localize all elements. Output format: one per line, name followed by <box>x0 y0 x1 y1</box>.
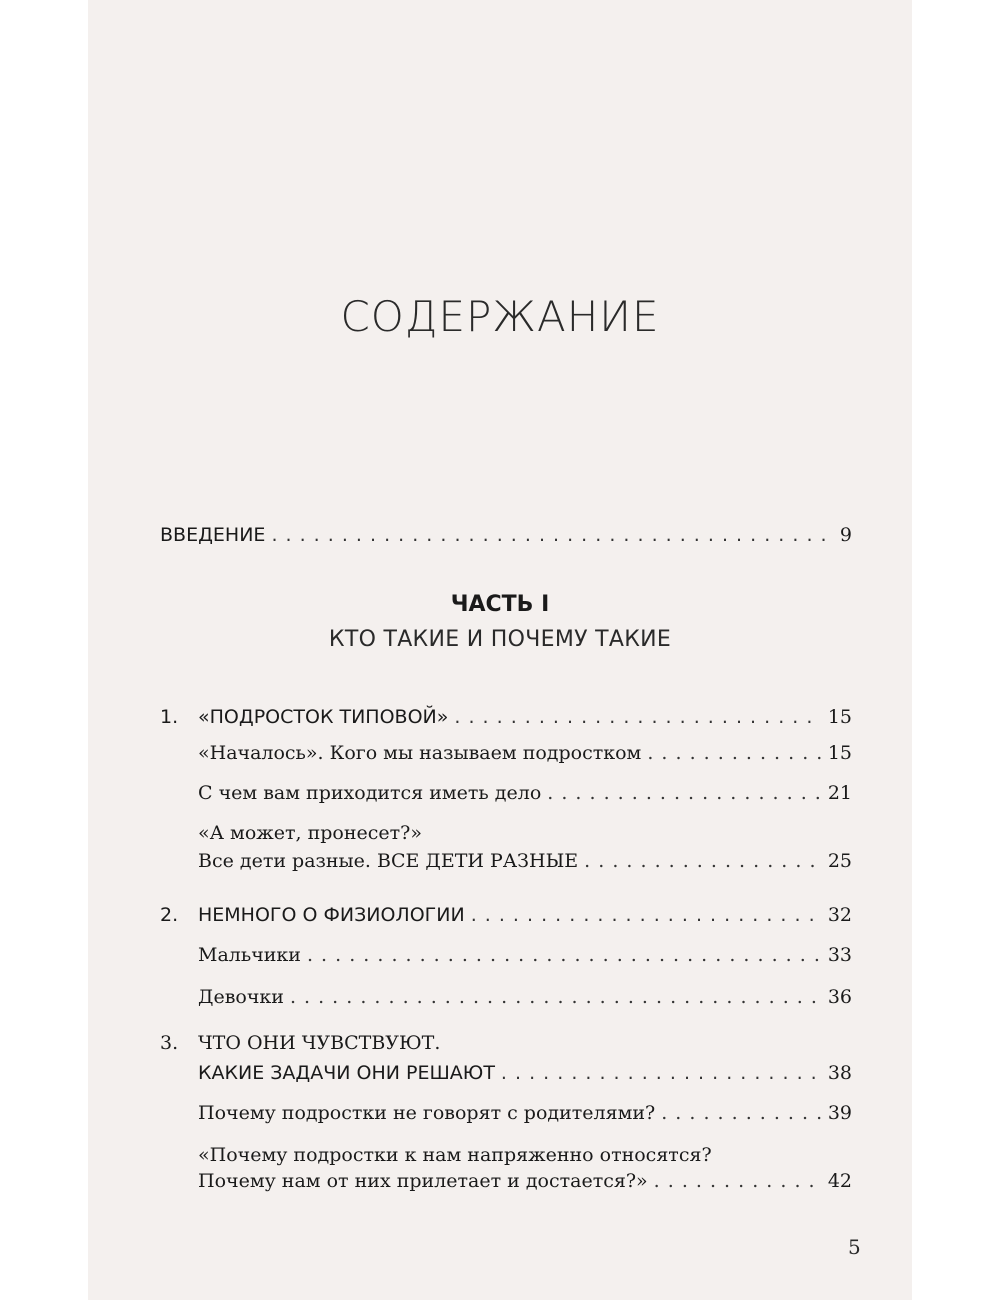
part-name: КТО ТАКИЕ И ПОЧЕМУ ТАКИЕ <box>328 627 672 652</box>
toc-section-1-1 <box>198 740 852 766</box>
page-number: 5 <box>848 1235 861 1259</box>
leader-dots <box>547 780 822 806</box>
leader-dots <box>307 942 822 968</box>
leader-dots <box>290 984 822 1010</box>
toc-entry-label: Все дети разные. ВСЕ ДЕТИ РАЗНЫЕ <box>198 850 579 872</box>
leader-dots <box>454 704 821 730</box>
leader-dots <box>584 848 822 874</box>
toc-entry-label-line1: ЧТО ОНИ ЧУВСТВУЮТ. <box>198 1032 441 1054</box>
toc-page-number: 15 <box>827 706 852 728</box>
toc-page-number: 33 <box>827 944 852 966</box>
toc-entry-label: Мальчики <box>198 944 301 966</box>
toc-chapter-1 <box>160 704 852 730</box>
toc-chapter-2 <box>160 902 852 928</box>
toc-page-number: 25 <box>827 850 852 872</box>
toc-entry-label: КАКИЕ ЗАДАЧИ ОНИ РЕШАЮТ <box>198 1062 495 1084</box>
toc-section-1-3 <box>198 848 852 874</box>
toc-entry-label: Почему подростки не говорят с родителями? <box>198 1102 656 1124</box>
toc-section-3-2 <box>198 1168 852 1194</box>
chapter-number: 2. <box>160 904 179 926</box>
leader-dots <box>654 1168 822 1194</box>
right-margin <box>912 0 1000 1300</box>
part-number: ЧАСТЬ I <box>450 592 550 617</box>
toc-page-number: 21 <box>827 782 852 804</box>
chapter-number: 3. <box>160 1032 179 1054</box>
toc-page-number: 42 <box>827 1170 852 1192</box>
page-title: СОДЕРЖАНИЕ <box>340 292 660 341</box>
toc-entry-label: «Началось». Кого мы называем подростком <box>198 742 642 764</box>
toc-entry-label: НЕМНОГО О ФИЗИОЛОГИИ <box>198 904 465 926</box>
toc-entry-label: С чем вам приходится иметь дело <box>198 782 542 804</box>
toc-page-number: 32 <box>827 904 852 926</box>
leader-dots <box>271 522 833 548</box>
toc-section-1-3-line1: «А может, пронесет?» <box>198 822 422 844</box>
toc-entry-label: ВВЕДЕНИЕ <box>160 524 266 546</box>
toc-page-number: 38 <box>827 1062 852 1084</box>
toc-entry-label: Девочки <box>198 986 284 1008</box>
leader-dots <box>647 740 821 766</box>
toc-entry-label: «ПОДРОСТОК ТИПОВОЙ» <box>198 706 449 728</box>
leader-dots <box>661 1100 822 1126</box>
toc-section-3-2-line1: «Почему подростки к нам напряженно относятся? <box>198 1144 712 1166</box>
toc-entry-label: Почему нам от них прилетает и достается?» <box>198 1170 648 1192</box>
toc-page-number: 39 <box>827 1102 852 1124</box>
toc-section-2-1 <box>198 942 852 968</box>
book-page <box>88 0 912 1300</box>
toc-chapter-3 <box>198 1060 852 1086</box>
leader-dots <box>501 1060 822 1086</box>
left-margin <box>0 0 88 1300</box>
toc-section-2-2 <box>198 984 852 1010</box>
chapter-number: 1. <box>160 706 179 728</box>
toc-entry-intro <box>160 522 852 548</box>
toc-page-number: 15 <box>827 742 852 764</box>
toc-page-number: 36 <box>827 986 852 1008</box>
toc-section-1-2 <box>198 780 852 806</box>
toc-chapter-3-line1 <box>160 1030 440 1056</box>
toc-page-number: 9 <box>839 524 852 546</box>
toc-section-3-1 <box>198 1100 852 1126</box>
leader-dots <box>471 902 822 928</box>
